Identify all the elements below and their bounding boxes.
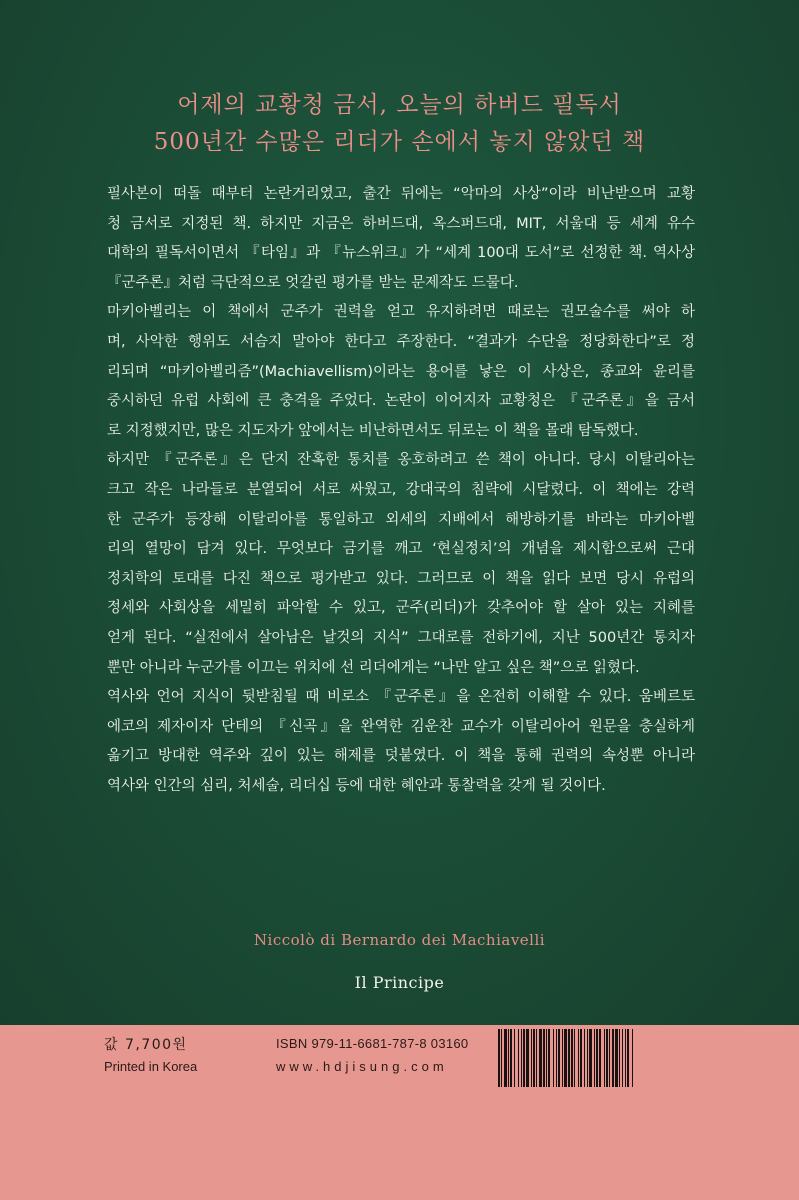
barcode-bar bbox=[632, 1029, 633, 1087]
body-line: 역사와 인간의 심리, 처세술, 리더십 등에 대한 혜안과 통찰력을 갖게 될 것이다. bbox=[107, 777, 606, 794]
barcode-bar bbox=[533, 1029, 535, 1087]
barcode-bar bbox=[510, 1029, 512, 1087]
body-line: 에코의 제자이자 단테의 『신곡』을 완역한 김운찬 교수가 이탈리아어 원문을 충실하게 bbox=[107, 718, 695, 735]
description-body bbox=[107, 180, 695, 801]
barcode-bar bbox=[553, 1029, 554, 1087]
barcode-bar bbox=[580, 1029, 582, 1087]
author-name: Niccolò di Bernardo dei Machiavelli bbox=[253, 931, 546, 949]
body-line: 『군주론』처럼 극단적으로 엇갈린 평가를 받는 문제작도 드물다. bbox=[107, 274, 519, 291]
body-line: 하지만 『군주론』은 단지 잔혹한 통치를 옹호하려고 쓴 책이 아니다. 당시 이탈리아는 bbox=[107, 452, 695, 469]
barcode-bar bbox=[539, 1029, 542, 1087]
barcode-bar bbox=[536, 1029, 537, 1087]
body-line: 로 지정했지만, 많은 지도자가 앞에서는 비난하면서도 뒤로는 이 책을 몰래 탐독했다. bbox=[107, 422, 639, 439]
barcode-bar bbox=[501, 1029, 502, 1087]
body-line: 리되며 “마키아벨리즘”(Machiavellism)이라는 용어를 낳은 이 사상은, 종교와 윤리를 bbox=[107, 363, 695, 380]
barcode-bar bbox=[625, 1029, 626, 1087]
body-line: 옮기고 방대한 역주와 깊이 있는 해제를 덧붙였다. 이 책을 통해 권력의 속성뿐 아니라 bbox=[107, 748, 695, 765]
body-line: 청 금서로 지정된 책. 하지만 지금은 하버드대, 옥스퍼드대, MIT, 서울대 등 세계 유수 bbox=[107, 215, 695, 232]
body-line: 정세와 사회상을 세밀히 파악할 수 있고, 군주(리더)가 갖추어야 할 살아 있는 지혜를 bbox=[107, 600, 695, 617]
barcode-bar bbox=[594, 1029, 595, 1087]
barcode-bar bbox=[571, 1029, 573, 1087]
barcode-bar bbox=[521, 1029, 522, 1087]
barcode-bar bbox=[619, 1029, 620, 1087]
barcode-bar bbox=[627, 1029, 629, 1087]
body-line: 대학의 필독서이면서 『타임』과 『뉴스위크』가 “세계 100대 도서”로 선정한 책. 역사상 bbox=[107, 245, 695, 262]
barcode-bar bbox=[609, 1029, 610, 1087]
barcode-bar bbox=[558, 1029, 560, 1087]
barcode-bar bbox=[606, 1029, 608, 1087]
barcode-bar bbox=[615, 1029, 618, 1087]
barcode-bar bbox=[556, 1029, 557, 1087]
isbn-label: ISBN 979-11-6681-787-8 03160 bbox=[276, 1036, 469, 1051]
barcode-bar bbox=[531, 1029, 532, 1087]
barcode-bar bbox=[564, 1029, 567, 1087]
barcode-bar bbox=[622, 1029, 623, 1087]
publisher-url: www.hdjisung.com bbox=[276, 1059, 448, 1074]
barcode-bar bbox=[589, 1029, 592, 1087]
barcode-bar bbox=[523, 1029, 525, 1087]
barcode-bar bbox=[574, 1029, 575, 1087]
body-line: 얻게 된다. “실전에서 살아남은 날것의 지식” 그대로를 전하기에, 지난 500년간 통치자 bbox=[107, 629, 695, 646]
body-line: 뿐만 아니라 누군가를 이끄는 위치에 선 리더에게는 “나만 알고 싶은 책”으로 읽혔다. bbox=[107, 659, 640, 676]
body-line: 중시하던 유럽 사회에 큰 충격을 주었다. 논란이 이어지자 교황청은 『군주론』을 금서 bbox=[107, 393, 695, 410]
headline-line-1: 어제의 교황청 금서, 오늘의 하버드 필독서 bbox=[177, 92, 622, 118]
barcode-bar bbox=[514, 1029, 515, 1087]
barcode-bar bbox=[526, 1029, 529, 1087]
body-line: 크고 작은 나라들로 분열되어 서로 싸웠고, 강대국의 침략에 시달렸다. 이 책에는 강력 bbox=[107, 481, 695, 498]
barcode-bar bbox=[584, 1029, 585, 1087]
body-line: 필사본이 떠돌 때부터 논란거리였고, 출간 뒤에는 “악마의 사상”이라 비난받으며 교황 bbox=[107, 186, 695, 202]
body-line: 마키아벨리는 이 책에서 군주가 권력을 얻고 유지하려면 때로는 권모술수를 써야 하 bbox=[107, 304, 695, 321]
barcode-bar bbox=[578, 1029, 579, 1087]
body-line: 정치학의 토대를 다진 책으로 평가받고 있다. 그러므로 이 책을 읽다 보면 당시 유럽의 bbox=[107, 570, 695, 587]
body-line: 며, 사악한 행위도 서슴지 말아야 한다고 주장한다. “결과가 수단을 정당화한다”로 정 bbox=[107, 333, 695, 350]
barcode-bar bbox=[548, 1029, 550, 1087]
barcode-bar bbox=[504, 1029, 507, 1087]
printed-in-label: Printed in Korea bbox=[104, 1059, 198, 1074]
barcode-bar bbox=[612, 1029, 614, 1087]
body-line: 리의 열망이 담겨 있다. 무엇보다 금기를 깨고 ‘현실정치’의 개념을 제시함으로써 근대 bbox=[107, 541, 695, 558]
original-book-title: Il Principe bbox=[354, 973, 445, 992]
headline-line-2: 500년간 수많은 리더가 손에서 놓지 않았던 책 bbox=[153, 129, 646, 155]
barcode-bar bbox=[508, 1029, 509, 1087]
barcode-bar bbox=[568, 1029, 570, 1087]
barcode-bar bbox=[543, 1029, 545, 1087]
body-line: 한 군주가 등장해 이탈리아를 통일하고 외세의 지배에서 해방하기를 바라는 마키아벨 bbox=[107, 511, 695, 528]
isbn-barcode bbox=[496, 1029, 696, 1087]
barcode-bar bbox=[562, 1029, 563, 1087]
barcode-bar bbox=[596, 1029, 598, 1087]
barcode-bar bbox=[587, 1029, 588, 1087]
barcode-bar bbox=[604, 1029, 605, 1087]
barcode-bar bbox=[518, 1029, 519, 1087]
barcode-bar bbox=[498, 1029, 500, 1087]
barcode-bar bbox=[546, 1029, 547, 1087]
body-line: 역사와 언어 지식이 뒷받침될 때 비로소 『군주론』을 온전히 이해할 수 있다. 움베르토 bbox=[107, 689, 695, 706]
price-label: 값 7,700원 bbox=[104, 1037, 188, 1053]
barcode-bar bbox=[599, 1029, 601, 1087]
